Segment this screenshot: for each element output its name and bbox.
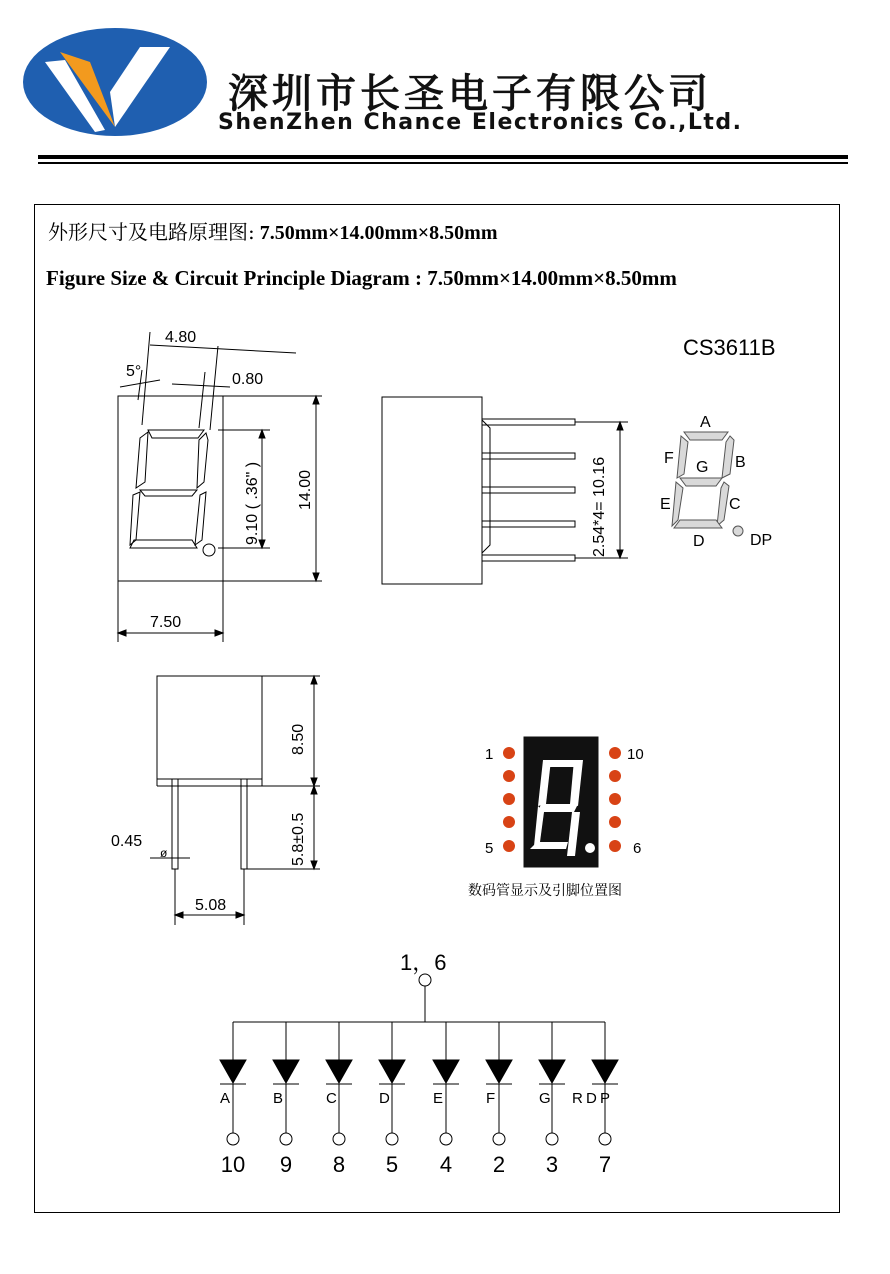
seg-label-f: F [664,450,674,467]
seg-b-shape [722,436,734,478]
dim-pin-pitch: 2.54*4= 10.16 [591,456,608,557]
seg-label-g: G [696,459,709,476]
segment-legend [672,432,743,536]
diode-label: A [220,1090,231,1107]
diode-g [539,1060,565,1083]
side-body [382,397,482,584]
seg-f-shape [677,436,688,478]
pin-dots-left [503,747,515,852]
common-label: 1，6 [400,950,447,975]
seg-label-e: E [660,496,671,513]
dim-pin-diameter: 0.45 [111,833,143,850]
seg-d-shape [674,520,722,528]
front-digit [130,430,215,556]
seg-label-a: A [700,414,711,431]
bottom-body [157,676,262,779]
title-cn-dims: 7.50mm×14.00mm×8.50mm [254,222,498,244]
diode-label: C [326,1090,337,1107]
seg-dp-shape [733,526,743,536]
seg-c-shape [717,482,729,526]
dim-row-spacing: 5.08 [195,897,227,914]
side-pin-1 [482,419,575,425]
side-pin-3 [482,487,575,493]
pin-terminal [599,1133,611,1145]
diode-label: G [539,1090,551,1107]
pin-display [485,737,644,867]
diode-label: F [486,1090,496,1107]
diode-c [326,1060,352,1083]
pin-terminal [333,1133,345,1145]
side-pin-5 [482,555,575,561]
diode-d [379,1060,405,1083]
diode-label: RDP [572,1090,610,1107]
dim-digit-height: 9.10 ( .36" ) [244,461,261,545]
pin-number: 9 [279,1152,293,1177]
model-label: CS3611B [683,335,776,360]
dim-pin-length: 5.8±0.5 [290,812,307,866]
seg-label-b: B [735,454,746,471]
pin-number: 10 [220,1152,246,1177]
seg-label-dp: DP [750,532,773,549]
front-dp-dot [203,544,215,556]
pin-label-5: 5 [485,840,494,857]
bottom-pin-left [172,779,178,869]
seg-g-shape [680,478,722,486]
pin-terminal [493,1133,505,1145]
seg-a-shape [684,432,728,440]
diode-e [433,1060,459,1083]
pin-terminal [546,1133,558,1145]
bottom-pin-right [241,779,247,869]
bottom-view [111,676,320,925]
pin-label-1: 1 [485,746,494,763]
front-view [118,329,322,642]
diode-f [486,1060,512,1083]
common-terminal [419,974,431,986]
dim-seg-width: 0.80 [232,371,264,388]
pin-label-6: 6 [633,840,642,857]
side-pin-4 [482,521,575,527]
pin-label-10: 10 [627,746,644,763]
side-pin-2 [482,453,575,459]
pin-number: 5 [385,1152,399,1177]
dim-depth: 8.50 [290,723,307,755]
diode-rdp [592,1060,618,1083]
diode-b [273,1060,299,1083]
pin-number: 2 [492,1152,506,1177]
pin-number: 4 [439,1152,453,1177]
diode-label: E [433,1090,444,1107]
pin-number: 8 [332,1152,346,1177]
dim-pin-diameter-symbol: ø [160,846,168,860]
company-name-en: ShenZhen Chance Electronics Co.,Ltd. [218,110,743,135]
pin-terminal [386,1133,398,1145]
pin-terminal [440,1133,452,1145]
display-dp [585,843,595,853]
diode-a [220,1060,246,1083]
front-body [118,396,223,581]
circuit-diagram [220,950,618,1177]
pin-terminal [227,1133,239,1145]
side-view [382,397,628,584]
pin-dots-right [609,747,621,852]
seg-label-c: C [729,496,741,513]
dim-height: 14.00 [297,469,314,510]
dim-angle: 5° [126,363,142,380]
dim-top-width: 4.80 [165,329,197,346]
pin-number: 3 [545,1152,559,1177]
title-en: Figure Size & Circuit Principle Diagram : 7.50mm×14.00mm×8.50mm [46,266,677,290]
diode-label: D [379,1090,390,1107]
title-cn-label: 外形尺寸及电路原理图: [48,220,255,244]
company-name-cn: 深圳市长圣电子有限公司 [228,71,712,117]
pin-display-caption: 数码管显示及引脚位置图 [468,883,622,899]
seg-e-shape [672,482,683,526]
dim-width: 7.50 [150,614,182,631]
seg-label-d: D [693,533,705,550]
pin-number: 7 [598,1152,612,1177]
diode-label: B [273,1090,284,1107]
pin-terminal [280,1133,292,1145]
